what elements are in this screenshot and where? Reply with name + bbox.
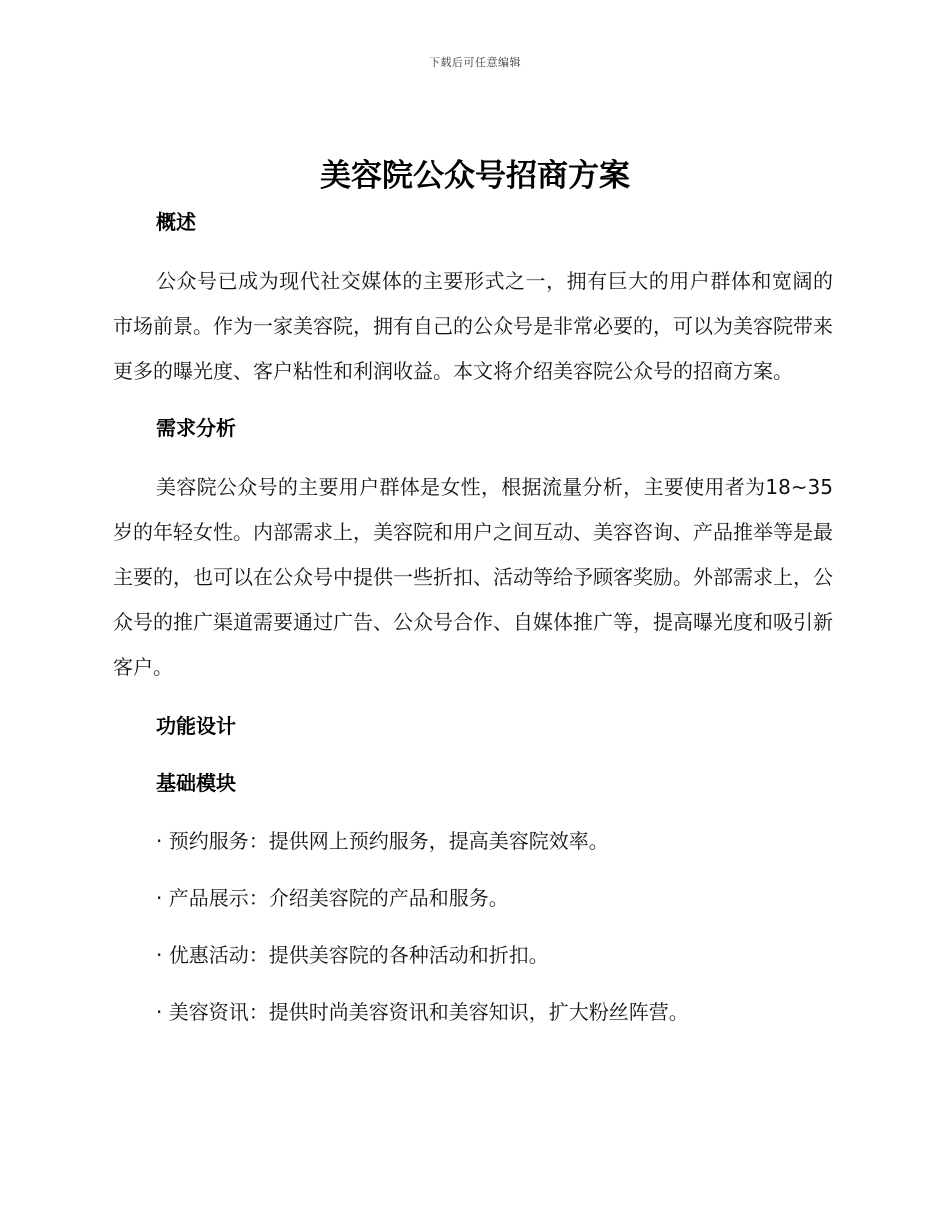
paragraph-overview: 公众号已成为现代社交媒体的主要形式之一，拥有巨大的用户群体和宽阔的市场前景。作为一家美容院，拥有自己的公众号是非常必要的，可以为美容院带来更多的曝光度、客户粘性和利润收益。本文将介绍美容院公众号的招商方案。	[113, 269, 833, 383]
section-heading-basic-modules: 基础模块	[156, 771, 236, 795]
list-item-beauty-news: · 美容资讯：提供时尚美容资讯和美容知识，扩大粉丝阵营。	[156, 1000, 689, 1024]
list-item-products: · 产品展示：介绍美容院的产品和服务。	[156, 886, 509, 910]
section-heading-overview: 概述	[156, 210, 196, 234]
header-note: 下载后可任意编辑	[429, 56, 521, 69]
paragraph-needs: 美容院公众号的主要用户群体是女性，根据流量分析，主要使用者为18~35岁的年轻女性。内部需求上，美容院和用户之间互动、美容咨询、产品推举等是最主要的，也可以在公众号中提供一些折扣、活动等给予顾客奖励。外部需求上，公众号的推广渠道需要通过广告、公众号合作、自媒体推广等，提高曝光度和吸引新客户。	[113, 475, 833, 679]
list-item-promotions: · 优惠活动：提供美容院的各种活动和折扣。	[156, 943, 549, 967]
document-title: 美容院公众号招商方案	[320, 158, 630, 194]
document-body	[113, 200, 833, 1032]
section-heading-needs: 需求分析	[156, 416, 236, 440]
section-heading-function-design: 功能设计	[156, 714, 236, 738]
list-item-booking: · 预约服务：提供网上预约服务，提高美容院效率。	[156, 829, 609, 853]
